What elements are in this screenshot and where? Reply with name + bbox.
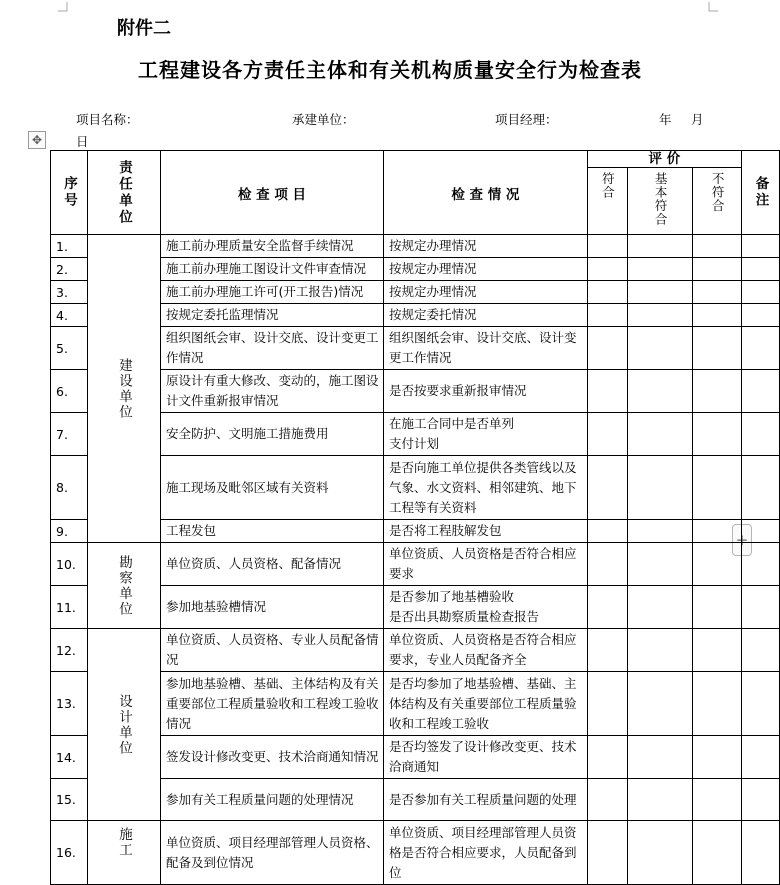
header-status: 检 查 情 况	[384, 151, 588, 235]
table-row: 15. 参加有关工程质量问题的处理情况 是否参加有关工程质量问题的处理	[51, 779, 780, 821]
unit-design: 设计单位	[88, 629, 161, 821]
header-seq: 序号	[51, 151, 88, 235]
page-corner-mark	[708, 2, 718, 12]
contractor-label: 承建单位：	[292, 112, 355, 127]
unit-construction: 施工	[88, 821, 161, 885]
table-row: 4. 按规定委托监理情况 按规定委托情况	[51, 304, 780, 327]
header-unit: 责任单位	[88, 151, 161, 235]
add-row-plus-icon[interactable]: +	[732, 524, 752, 556]
header-not-conform: 不符合	[693, 168, 742, 235]
table-row: 13. 参加地基验槽、基础、主体结构及有关重要部位工程质量验收和工程竣工验收情况 是否均参加了地基验槽、基础、主体结构及有关重要部位工程质量验收和工程竣工验收	[51, 672, 780, 736]
page-corner-mark	[58, 2, 68, 12]
header-evaluation: 评 价	[587, 151, 741, 168]
header-conform: 符合	[587, 168, 627, 235]
table-row: 1. 建设单位 施工前办理质量安全监督手续情况 按规定办理情况	[51, 235, 780, 258]
header-remark: 备注	[742, 151, 780, 235]
table-move-handle-icon[interactable]: ✥	[28, 131, 46, 149]
project-manager-label: 项目经理：	[495, 112, 558, 127]
table-row: 10. 勘察单位 单位资质、人员资格、配备情况 单位资质、人员资格是否符合相应要求	[51, 543, 780, 586]
unit-build: 建设单位	[88, 235, 161, 543]
table-row: 8. 施工现场及毗邻区域有关资料 是否向施工单位提供各类管线以及气象、水文资料、相邻建筑、地下工程等有关资料	[51, 456, 780, 520]
document-title: 工程建设各方责任主体和有关机构质量安全行为检查表	[138, 58, 642, 82]
table-row: 3. 施工前办理施工许可(开工报告)情况 按规定办理情况	[51, 281, 780, 304]
year-label: 年	[659, 112, 672, 127]
unit-survey: 勘察单位	[88, 543, 161, 629]
table-row: 9. 工程发包 是否将工程肢解发包	[51, 520, 780, 543]
table-row: 14. 签发设计修改变更、技术洽商通知情况 是否均签发了设计修改变更、技术洽商通知	[51, 736, 780, 779]
table-row: 12. 设计单位 单位资质、人员资格、专业人员配备情况 单位资质、人员资格是否符合相应要求，专业人员配备齐全	[51, 629, 780, 672]
attachment-label: 附件二	[117, 18, 171, 39]
month-label: 月	[691, 112, 704, 127]
table-row: 6. 原设计有重大修改、变动的，施工图设计文件重新报审情况 是否按要求重新报审情况	[51, 370, 780, 413]
table-row: 16. 施工 单位资质、项目经理部管理人员资格、配备及到位情况 单位资质、项目经理部管理人员资格是否符合相应要求，人员配备到位	[51, 821, 780, 885]
table-row: 7. 安全防护、文明施工措施费用 在施工合同中是否单列 支付计划	[51, 413, 780, 456]
header-basic-conform: 基本符合	[628, 168, 693, 235]
inspection-table	[50, 150, 780, 885]
project-name-label: 项目名称：	[76, 112, 139, 127]
day-label: 日	[76, 134, 89, 149]
header-item: 检 查 项 目	[161, 151, 384, 235]
table-row: 11. 参加地基验槽情况 是否参加了地基槽验收 是否出具勘察质量检查报告	[51, 586, 780, 629]
table-row: 2. 施工前办理施工图设计文件审查情况 按规定办理情况	[51, 258, 780, 281]
table-row: 5. 组织图纸会审、设计交底、设计变更工作情况 组织图纸会审、设计交底、设计变更工作情况	[51, 327, 780, 370]
